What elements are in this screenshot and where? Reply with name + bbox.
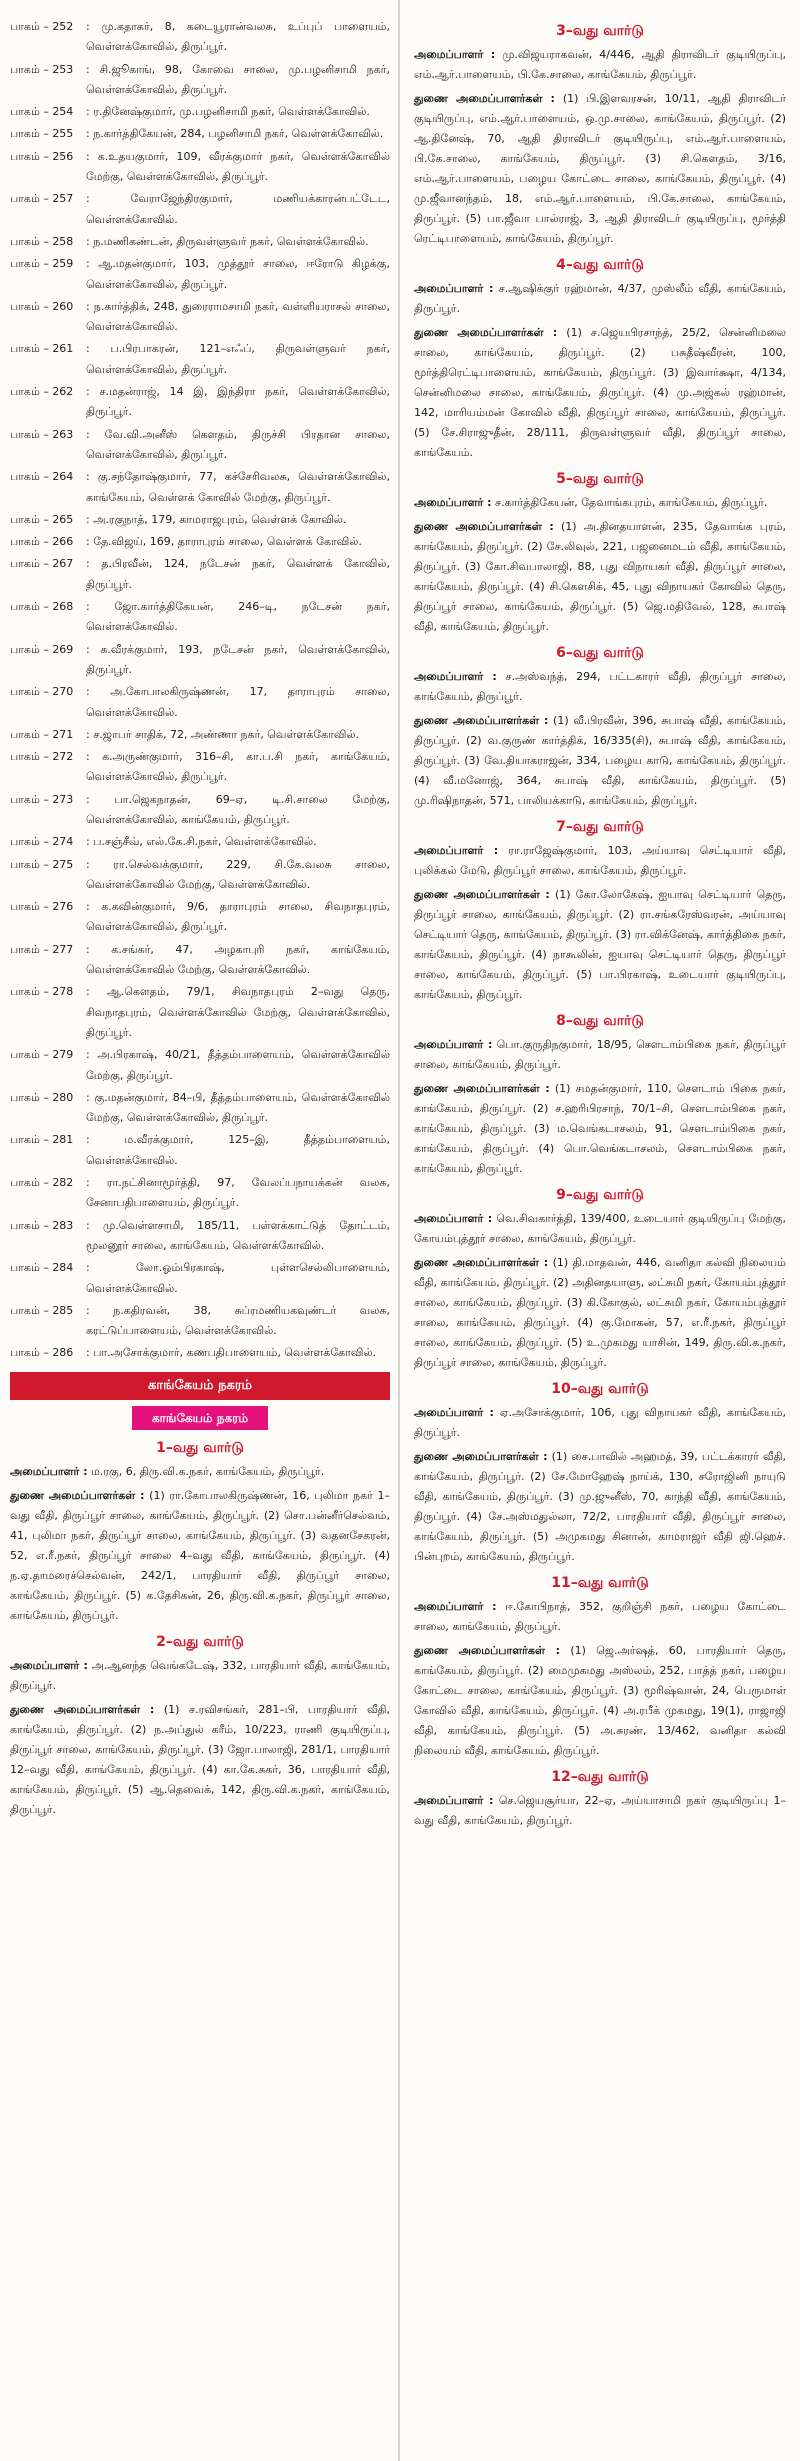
booth-entry — [10, 790, 390, 831]
booth-number: பாகம் – 285 — [10, 1303, 74, 1317]
organizer-label: அமைப்பாளர் : — [414, 496, 492, 509]
ward-title: 2–வது வார்டு — [156, 1633, 244, 1650]
booth-number: பாகம் – 276 — [10, 900, 74, 914]
right-column — [400, 0, 800, 2461]
booth-member: : ச.மதன்ராஜ், 14 இ, இந்திரா நகர், வெள்ளக்கோவில், திருப்பூர். — [86, 385, 390, 419]
booth-member: : மு.கதாகர், 8, கடையூரான்வலசு, உப்புப் பாளையம், வெள்ளக்கோவில், திருப்பூர். — [86, 20, 390, 54]
organizer-label: அமைப்பாளர் : — [10, 1658, 88, 1672]
booth-entry — [10, 254, 390, 295]
ward-organizer — [414, 841, 786, 881]
ward-organizer — [414, 279, 786, 319]
deputy-value: (1) ச.ரவிசங்கர், 281–பி, பாரதியார் வீதி, காங்கேயம், திருப்பூர். (2) ந.அப்துல் கரீம், 10/223, ராணி குடியிருப்பு, திருப்பூர் சாலை, காங்கேயம், திருப்பூர். (3) ஜோ.பாலாஜி, 281/1, பாரதியார் 12–வது வீதி, காங்கேயம், திருப்பூர். (4) கா.கே.சுகர், 36, பாரதியார் வீதி, காங்கேயம், திருப்பூர். (5) ஆ.தெவைக், 142, திரு.வி.க.நகர், காங்கேயம், திருப்பூர். — [10, 1702, 391, 1816]
booth-number: பாகம் – 282 — [10, 1176, 74, 1190]
ward-section — [414, 815, 786, 1005]
ward-section — [414, 1765, 786, 1831]
deputy-value: (1) சமதன்குமார், 110, சௌடாம் பிகை நகர், காங்கேயம், திருப்பூர். (2) ச.ஹரிபிரசாந், 70/1–சி, சௌடாம்பிகை நகர், காங்கேயம், திருப்பூர். (3) ம.வெங்கடாசலம், 91, சௌடாம்பிகை நகர், காங்கேயம், திருப்பூர். (4) பொ.வெங்கடாசலம், சௌடாம்பிகை நகர், காங்கேயம், திருப்பூர். — [414, 1082, 786, 1175]
booth-number: பாகம் – 254 — [10, 105, 74, 119]
organizer-label: அமைப்பாளர் : — [414, 1406, 494, 1419]
booth-member: : ப.பிரபாகரன், 121–எஃப், திருவள்ளுவர் நகர், வெள்ளக்கோவில், திருப்பூர். — [86, 342, 390, 376]
booth-member: : ந.கார்த்திகேயன், 284, பழனிசாமி நகர், வெள்ளக்கோவில். — [86, 127, 384, 141]
booth-entry — [10, 510, 390, 530]
booth-entry — [10, 554, 390, 595]
booth-number: பாகம் – 266 — [10, 535, 74, 549]
organizer-label: அமைப்பாளர் : — [414, 1212, 493, 1225]
booth-number: பாகம் – 269 — [10, 642, 74, 656]
left-ward-list — [10, 1436, 390, 1820]
booth-entry — [10, 339, 390, 380]
deputy-value: (1) வீ.பிரவீன், 396, சுபாஷ் வீதி, காங்கேயம், திருப்பூர். (2) வ.குருண் கார்த்திக், 16/335(சி), சுபாஷ் வீதி, காங்கேயம், திருப்பூர். (3) வே.தியாகராஜன், 334, பழைய காடு, காங்கேயம், திருப்பூர். (4) வீ.மனோஜ், 364, சுபாஷ் வீதி, காங்கேயம், திருப்பூர். (5) மு.ரிஷிநாதன், 571, பாலியக்காடு, காங்கேயம், திருப்பூர். — [414, 714, 786, 807]
ward-deputies — [414, 1641, 786, 1761]
deputy-value: (1) அ.தினதயாளன், 235, தேவாங்க புரம், காங்கேயம், திருப்பூர். (2) சே.லிவுல், 221, பஜனைமடம் வீதி, காங்கேயம், திருப்பூர். (3) கோ.சிவபாலாஜி, 88, புது விநாயகர் வீதி, திருப்பூர் சாலை, காங்கேயம், திருப்பூர். (4) சி.கௌசிக், 45, புது விநாயகர் கோவில் தெரு, திருப்பூர் சாலை, காங்கேயம், திருப்பூர். (5) ஜெ.மதிவேல், 128, சுபாஷ் வீதி, காங்கேயம், திருப்பூர். — [414, 520, 786, 633]
booth-number: பாகம் – 278 — [10, 985, 74, 999]
booth-number: பாகம் – 267 — [10, 557, 74, 571]
ward-title: 6–வது வார்டு — [556, 645, 644, 661]
booth-number: பாகம் – 253 — [10, 62, 74, 76]
deputy-label: துணை அமைப்பாளர்கள் : — [414, 326, 558, 339]
booth-entry — [10, 682, 390, 723]
organizer-value: செ.ஜெயசூர்யா, 22–ஏ, அய்யாசாமி நகர் குடியிருப்பு 1–வது வீதி, காங்கேயம், திருப்பூர். — [414, 1794, 786, 1827]
ward-section — [414, 641, 786, 811]
booth-member: : ஆ.மதன்குமார், 103, முத்தூர் சாலை, ஈரோடு கிழக்கு, வெள்ளக்கோவில், திருப்பூர். — [86, 257, 390, 291]
deputy-label: துணை அமைப்பாளர்கள் : — [10, 1702, 155, 1716]
booth-member: : ப.சஞ்சீவ், எல்.கே.சி.நகர், வெள்ளக்கோவில். — [86, 835, 317, 849]
booth-member: : கு.சந்தோஷ்குமார், 77, கச்சேரிவலசு, வெள்ளக்கோவில், காங்கேயம், வெள்ளக் கோவில் மேற்கு, திருப்பூர். — [86, 470, 390, 504]
ward-deputies — [10, 1700, 390, 1820]
booth-number: பாகம் – 260 — [10, 299, 74, 313]
organizer-value: ச.அஸ்வந்த், 294, பட்டகாரர் வீதி, திருப்பூர் சாலை, காங்கேயம், திருப்பூர். — [414, 670, 786, 703]
ward-title: 7–வது வார்டு — [556, 819, 644, 835]
booth-member: : ஜோ.கார்த்திகேயன், 246–டி, நடேசன் நகர், வெள்ளக்கோவில். — [86, 600, 390, 634]
organizer-value: மு.விஜயராகவன், 4/446, ஆதி திராவிடர் குடியிருப்பு, எம்.ஆர்.பாளையம், பி.கே.சாலை, காங்கேயம், திருப்பூர். — [414, 48, 786, 81]
ward-organizer — [414, 1035, 786, 1075]
organizer-value: ரா.ராஜேஷ்குமார், 103, அய்யாவு செட்டியார் வீதி, புலிக்கல் மேடு, திருப்பூர் சாலை, காங்கேயம், திருப்பூர். — [414, 844, 786, 877]
ward-title: 5–வது வார்டு — [556, 471, 644, 487]
booth-entry — [10, 832, 390, 852]
ward-organizer — [414, 1597, 786, 1637]
booth-member: : க.உதயகுமார், 109, வீரக்குமார் நகர், வெள்ளக்கோவில் மேற்கு, வெள்ளக்கோவில், திருப்பூர். — [86, 149, 390, 184]
deputy-value: (1) தி.மாதவன், 446, வனிதா கல்வி நிலையம் வீதி, காங்கேயம், திருப்பூர். (2) அதினதயாளு, லட்சுமி நகர், கோயம்புத்தூர் சாலை, காங்கேயம், திருப்பூர். (3) கி.கோகுல், லட்சுமி நகர், கோயம்புத்தூர் சாலை, காங்கேயம், திருப்பூர். (4) கு.மோகன், 57, எ.ரீ.நகர், திருப்பூர் சாலை, காங்கேயம், திருப்பூர். (5) உ.முகமது யாசின், 149, திரு.வி.க.நகர், திருப்பூர் சாலை, காங்கேயம், திருப்பூர். — [414, 1256, 786, 1369]
booth-number: பாகம் – 252 — [10, 20, 74, 33]
booth-number: பாகம் – 262 — [10, 385, 74, 399]
booth-entry — [10, 1343, 390, 1363]
booth-entry — [10, 382, 390, 423]
booth-number: பாகம் – 263 — [10, 427, 74, 441]
booth-member: : க.கவின்குமார், 9/6, தாராபுரம் சாலை, சிவநாதபுரம், வெள்ளக்கோவில், திருப்பூர். — [86, 900, 390, 934]
booth-member: : பா.ஜெகநாதன், 69–ஏ, டி.சி.சாலை மேற்கு, வெள்ளக்கோவில், காங்கேயம், திருப்பூர். — [86, 792, 390, 826]
deputy-label: துணை அமைப்பாளர்கள் : — [414, 1082, 550, 1095]
ward-deputies — [414, 885, 786, 1005]
deputy-label: துணை அமைப்பாளர்கள் : — [414, 1450, 548, 1463]
ward-deputies — [414, 323, 786, 463]
booth-member: : ஆ.கௌதம், 79/1, சிவநாதபுரம் 2–வது தெரு, சிவநாதபுரம், வெள்ளக்கோவில் மேற்கு, வெள்ளக்கோவில், திருப்பூர். — [86, 985, 390, 1039]
booth-member: : ச.ஜாபர் சாதிக், 72, அண்ணா நகர், வெள்ளக்கோவில். — [86, 727, 360, 741]
booth-entry — [10, 597, 390, 638]
booth-number: பாகம் – 279 — [10, 1048, 74, 1062]
ward-title: 1–வது வார்டு — [156, 1439, 244, 1456]
organizer-label: அமைப்பாளர் : — [414, 844, 499, 857]
ward-section — [10, 1436, 390, 1626]
section-banner: காங்கேயம் நகரம் — [10, 1372, 390, 1400]
deputy-label: துணை அமைப்பாளர்கள் : — [414, 1644, 560, 1657]
ward-deputies — [414, 517, 786, 637]
organizer-value: ச.கார்த்திகேயன், தேவாங்கபுரம், காங்கேயம், திருப்பூர். — [495, 496, 768, 509]
booth-number: பாகம் – 275 — [10, 857, 74, 871]
booth-entry — [10, 725, 390, 745]
booth-number: பாகம் – 257 — [10, 192, 74, 206]
deputy-label: துணை அமைப்பாளர்கள் : — [414, 520, 554, 533]
section-subbanner: காங்கேயம் நகரம் — [132, 1406, 268, 1430]
organizer-value: ச.ஆஷிக்குர் ரஹ்மான், 4/37, முஸ்லீம் வீதி, காங்கேயம், திருப்பூர். — [414, 282, 786, 315]
booth-member: : ரா.நட்சினாமூர்த்தி, 97, வேலப்பநாயக்கன் வலசு, சேனாபதிபாளையம், திருப்பூர். — [86, 1176, 390, 1210]
booth-entry — [10, 1216, 390, 1257]
booth-entry — [10, 1045, 390, 1086]
booth-member: : தே.விஜய், 169, தாராபுரம் சாலை, வெள்ளக் கோவில். — [86, 535, 362, 549]
booth-entry — [10, 1088, 390, 1129]
organizer-label: அமைப்பாளர் : — [414, 48, 496, 61]
booth-number: பாகம் – 264 — [10, 470, 74, 484]
booth-member: : வே.வி.அனீஸ் கௌதம், திருச்சி பிரதான சாலை, வெள்ளக்கோவில், திருப்பூர். — [86, 427, 390, 461]
organizer-label: அமைப்பாளர் : — [414, 670, 497, 683]
booth-entry — [10, 1301, 390, 1342]
booth-member: : வேராஜேந்திரகுமார், மணியக்காரன்பட்டேட, வெள்ளக்கோவில். — [86, 192, 390, 226]
booth-entry — [10, 897, 390, 938]
booth-number: பாகம் – 268 — [10, 600, 74, 614]
booth-number: பாகம் – 281 — [10, 1133, 74, 1147]
ward-organizer — [414, 1209, 786, 1249]
ward-section — [414, 19, 786, 249]
left-column — [0, 0, 398, 2461]
ward-organizer — [414, 1791, 786, 1831]
booth-number: பாகம் – 272 — [10, 750, 74, 764]
ward-organizer — [414, 1403, 786, 1443]
booth-member: : லோ.ஓம்பிரகாஷ், புள்ளசெல்லிபாளையம், வெள்ளக்கோவில். — [86, 1261, 390, 1295]
booth-entry — [10, 747, 390, 788]
booth-entry — [10, 982, 390, 1043]
booth-number: பாகம் – 259 — [10, 257, 74, 271]
organizer-value: பொ.குருதிநகுமார், 18/95, சௌடாம்பிகை நகர், திருப்பூர் சாலை, காங்கேயம், திருப்பூர். — [414, 1038, 786, 1071]
ward-section — [414, 1377, 786, 1567]
booth-entry — [10, 60, 390, 101]
booth-entry — [10, 1130, 390, 1171]
organizer-value: ம.ரகு, 6, திரு.வி.க.நகர், காங்கேயம், திருப்பூர். — [91, 1464, 325, 1478]
booth-number: பாகம் – 273 — [10, 792, 74, 806]
booth-number: பாகம் – 280 — [10, 1090, 74, 1104]
ward-deputies — [414, 89, 786, 249]
booth-entry — [10, 189, 390, 230]
ward-organizer — [10, 1462, 390, 1482]
booth-member: : ம.வீரக்குமார், 125–இ, தீத்தம்பாளையம், வெள்ளக்கோவில். — [86, 1133, 390, 1167]
booth-entry — [10, 1258, 390, 1299]
booth-member: : கு.மதன்குமார், 84–பி, தீத்தம்பாளையம், வெள்ளக்கோவில் மேற்கு, வெள்ளக்கோவில், திருப்பூர். — [86, 1090, 390, 1125]
organizer-value: வெ.சிவகார்த்தி, 139/400, உடையார் குடியிருப்பு மேற்கு, கோயம்புத்தூர் சாலை, காங்கேயம், திருப்பூர். — [414, 1212, 786, 1245]
booth-number: பாகம் – 284 — [10, 1261, 74, 1275]
booth-member: : க.சங்கர், 47, அழகாபுரி நகர், காங்கேயம், வெள்ளக்கோவில் மேற்கு, வெள்ளக்கோவில். — [86, 942, 390, 977]
booth-member: : த.பிரவீன், 124, நடேசன் நகர், வெள்ளக் கோவில், திருப்பூர். — [86, 557, 390, 591]
booth-number: பாகம் – 274 — [10, 835, 74, 849]
ward-deputies — [414, 711, 786, 811]
booth-member: : அ.பிரகாஷ், 40/21, தீத்தம்பாளையம், வெள்ளக்கோவில் மேற்கு, திருப்பூர். — [86, 1048, 390, 1082]
ward-deputies — [10, 1486, 390, 1626]
booth-entry — [10, 1173, 390, 1214]
booth-entry — [10, 232, 390, 252]
ward-title: 4–வது வார்டு — [556, 257, 644, 273]
deputy-label: துணை அமைப்பாளர்கள் : — [414, 714, 549, 727]
booth-member: : ந.கதிரவன், 38, சுப்ரமணியகவுண்டர் வலசு, கரட்டுப்பாளையம், வெள்ளக்கோவில். — [86, 1303, 390, 1338]
booth-member: : க.அருண்குமார், 316–சி, கா.ப.சி நகர், காங்கேயம், வெள்ளக்கோவில், திருப்பூர். — [86, 750, 390, 784]
deputy-value: (1) ஜெ.அர்ஷத், 60, பாரதியார் தெரு, காங்கேயம், திருப்பூர். (2) மைமுகமது அஸ்லம், 252, பாத்த் நகர், பழைய கோட்டை சாலை, காங்கேயம், திருப்பூர். (3) மூரிஷ்வான், 24, பெருமாள் கோவில் வீதி, காங்கேயம், திருப்பூர். (4) அ.ரபீக் முகமது, 19(1), ராஜாஜி வீதி, காங்கேயம், திருப்பூர். (5) அ.சுரண், 13/462, வனிதா கல்வி நிலையம் வீதி, காங்கேயம், திருப்பூர். — [414, 1644, 786, 1757]
deputy-label: துணை அமைப்பாளர்கள் : — [414, 92, 555, 105]
ward-organizer — [414, 45, 786, 85]
organizer-label: அமைப்பாளர் : — [10, 1464, 88, 1478]
booth-entry — [10, 297, 390, 338]
ward-organizer — [10, 1656, 390, 1696]
deputy-label: துணை அமைப்பாளர்கள் : — [414, 1256, 549, 1269]
booth-entry — [10, 425, 390, 466]
ward-organizer — [414, 493, 786, 513]
booth-member: : ர.தினேஷ்குமார், மு.பழனிசாமி நகர், வெள்ளக்கோவில். — [86, 105, 370, 119]
booth-entry — [10, 467, 390, 508]
organizer-label: அமைப்பாளர் : — [414, 1038, 493, 1051]
booth-entry — [10, 532, 390, 552]
ward-section — [414, 1183, 786, 1373]
booth-number: பாகம் – 271 — [10, 727, 74, 741]
booth-member: : ரா.செல்வக்குமார், 229, சி.கே.வலசு சாலை, வெள்ளக்கோவில் மேற்கு, வெள்ளக்கோவில். — [86, 857, 390, 891]
booth-entry — [10, 940, 390, 981]
booth-member: : ந.மணிகண்டன், திருவள்ளுவர் நகர், வெள்ளக்கோவில். — [86, 234, 369, 248]
booth-entry — [10, 147, 390, 188]
right-ward-list — [414, 19, 786, 1831]
ward-title: 9–வது வார்டு — [556, 1187, 644, 1203]
organizer-value: ஏ.அசோக்குமார், 106, புது விநாயகர் வீதி, காங்கேயம், திருப்பூர். — [414, 1406, 786, 1439]
booth-entry — [10, 17, 390, 58]
deputy-value: (1) கோ.லோகேஷ், ஐயாவு செட்டியார் தெரு, திருப்பூர் சாலை, காங்கேயம், திருப்பூர். (2) ரா.சங்கரேஸ்வரன், அய்யாவு செட்டியார் தெரு, காங்கேயம், திருப்பூர். (3) ரா.விக்னேஷ், கார்த்திகை நகர், காங்கேயம், திருப்பூர். (4) நாகூலின், ஐயாவு செட்டியார் தெரு, திருப்பூர் சாலை, காங்கேயம், திருப்பூர். (5) பா.பிரகாஷ், உடையார் குடியிருப்பு, காங்கேயம், திருப்பூர். — [414, 888, 786, 1001]
booth-number: பாகம் – 277 — [10, 942, 74, 956]
booth-entry-list — [10, 17, 390, 1364]
booth-number: பாகம் – 270 — [10, 685, 74, 699]
organizer-value: ஈ.கோபிநாத், 352, குறிஞ்சி நகர், பழைய கோட்டை சாலை, காங்கேயம், திருப்பூர். — [414, 1600, 786, 1633]
deputy-value: (1) பி.இளவரசன், 10/11, ஆதி திராவிடர் குடியிருப்பு, எம்.ஆர்.பாளையம், ஒ.மு.சாலை, காங்கேயம், திருப்பூர். (2) ஆ.தினேஷ், 70, ஆதி திராவிடர் குடியிருப்பு, எம்.ஆர்.பாளையம், பி.கே.சாலை, காங்கேயம், திருப்பூர். (3) சி.கௌதம், 3/16, எம்.ஆர்.பாளையம், பழைய கோட்டை சாலை, காங்கேயம், திருப்பூர். (4) மு.ஜீவானந்தம், 18, எம்.ஆர்.பாளையம், பி.கே.சாலை, காங்கேயம், திருப்பூர். (5) பா.ஜீவா பால்ராஜ், 3, ஆதி திராவிடர் குடியிருப்பு, மூர்த்தி ரெட்டிபாளையம், காங்கேயம், திருப்பூர். — [414, 92, 786, 245]
ward-deputies — [414, 1447, 786, 1567]
organizer-label: அமைப்பாளர் : — [414, 1600, 497, 1613]
ward-organizer — [414, 667, 786, 707]
deputy-value: (1) ரா.கோபாலகிருஷ்ணன், 16, புலிமா நகர் 1–வது வீதி, திருப்பூர் சாலை, காங்கேயம், திருப்பூர். (2) சொ.பன்னீர்செல்வம், 41, புலிமா நகர், திருப்பூர் சாலை, காங்கேயம், திருப்பூர். (3) வதனசேகரன், 52, எ.ரீ.நகர், திருப்பூர் சாலை 4–வது வீதி, காங்கேயம், திருப்பூர். (4) ந.ஏ.தாமரைச்செல்வன், 242/1, பாரதியார் வீதி, திருப்பூர் சாலை, காங்கேயம், திருப்பூர். (5) க.தேசிகன், 26, திரு.வி.க.நகர், திருப்பூர் சாலை, காங்கேயம், திருப்பூர். — [10, 1488, 390, 1622]
booth-number: பாகம் – 258 — [10, 234, 74, 248]
booth-member: : ந.கார்த்திக், 248, துரைராமசாமி நகர், வள்ளியராசல் சாலை, வெள்ளக்கோவில். — [86, 299, 390, 334]
booth-member: : பா.அசோக்குமார், கணபதிபாளையம், வெள்ளக்கோவில். — [86, 1346, 377, 1360]
deputy-label: துணை அமைப்பாளர்கள் : — [414, 888, 550, 901]
booth-entry — [10, 640, 390, 681]
booth-number: பாகம் – 283 — [10, 1218, 74, 1232]
booth-number: பாகம் – 286 — [10, 1346, 74, 1360]
deputy-value: (1) ச.ஜெயபிரசாந்த், 25/2, சென்னிமலை சாலை, காங்கேயம், திருப்பூர். (2) பசுதீஷ்வீரன், 100, மூர்த்திரெட்டிபாளையம், காங்கேயம், திருப்பூர். (3) இவார்க்ஷா, 4/134, சென்னிமலை சாலை, காங்கேயம், திருப்பூர். (4) மு.அஜ்கல் ரஹ்மான், 142, மாரியம்மன் கோவில் வீதி, திருப்பூர் சாலை, காங்கேயம், திருப்பூர். (5) சே.சிராஜுதீன், 28/111, திருவள்ளுவர் வீதி, திருப்பூர் சாலை, காங்கேயம். — [414, 326, 787, 459]
ward-section — [414, 1571, 786, 1761]
ward-title: 10–வது வார்டு — [551, 1381, 649, 1397]
booth-number: பாகம் – 256 — [10, 149, 74, 163]
booth-member: : சி.ஜூகாங், 98, கோவை சாலை, மு.பழனிசாமி நகர், வெள்ளக்கோவில், திருப்பூர். — [86, 62, 390, 96]
ward-section — [10, 1630, 390, 1820]
booth-entry — [10, 855, 390, 896]
booth-member: : அ.கோபாலகிருஷ்ணன், 17, தாராபுரம் சாலை, வெள்ளக்கோவில். — [86, 685, 390, 719]
ward-deputies — [414, 1079, 786, 1179]
ward-section — [414, 1009, 786, 1179]
deputy-label: துணை அமைப்பாளர்கள் : — [10, 1488, 145, 1502]
booth-member: : க.வீரக்குமார், 193, நடேசன் நகர், வெள்ளக்கோவில், திருப்பூர். — [86, 642, 390, 676]
booth-entry — [10, 102, 390, 122]
organizer-label: அமைப்பாளர் : — [414, 282, 494, 295]
deputy-value: (1) சை.பாவில் அஹமத், 39, பட்டக்காரர் வீதி, காங்கேயம், திருப்பூர். (2) சே.மோஹேஷ் நாய்க், 130, சரோஜினி நாயுடு வீதி, காங்கேயம், திருப்பூர். (3) மு.ஜுனீஸ், 70, காந்தி வீதி, காங்கேயம், திருப்பூர். (4) சே.அஸ்மதுல்லா, 72/2, பாரதியார் வீதி, திருப்பூர் சாலை, காங்கேயம், திருப்பூர். (5) அமுகமது சினான், காமராஜர் வீதி ஜி.ஹெச். பின்புறம், காங்கேயம், திருப்பூர். — [414, 1450, 786, 1563]
ward-section — [414, 467, 786, 637]
ward-section — [414, 253, 786, 463]
booth-number: பாகம் – 265 — [10, 512, 74, 526]
organizer-label: அமைப்பாளர் : — [414, 1794, 494, 1807]
ward-title: 11–வது வார்டு — [551, 1575, 649, 1591]
ward-title: 8–வது வார்டு — [556, 1013, 644, 1029]
booth-number: பாகம் – 255 — [10, 127, 74, 141]
booth-number: பாகம் – 261 — [10, 342, 74, 356]
ward-title: 12–வது வார்டு — [551, 1769, 649, 1785]
booth-member: : மு.வெள்ளசாமி, 185/11, பள்ளக்காட்டுத் தோட்டம், மூலனூர் சாலை, காங்கேயம், வெள்ளக்கோவில். — [86, 1218, 390, 1252]
ward-title: 3–வது வார்டு — [556, 23, 644, 39]
booth-entry — [10, 124, 390, 144]
booth-member: : அ.ரகுநாத், 179, காமராஜபுரம், வெள்ளக் கோவில். — [86, 512, 347, 526]
ward-deputies — [414, 1253, 786, 1373]
organizer-value: அ.ஆனந்த வெங்கடேஷ், 332, பாரதியார் வீதி, காங்கேயம், திருப்பூர். — [10, 1658, 391, 1692]
